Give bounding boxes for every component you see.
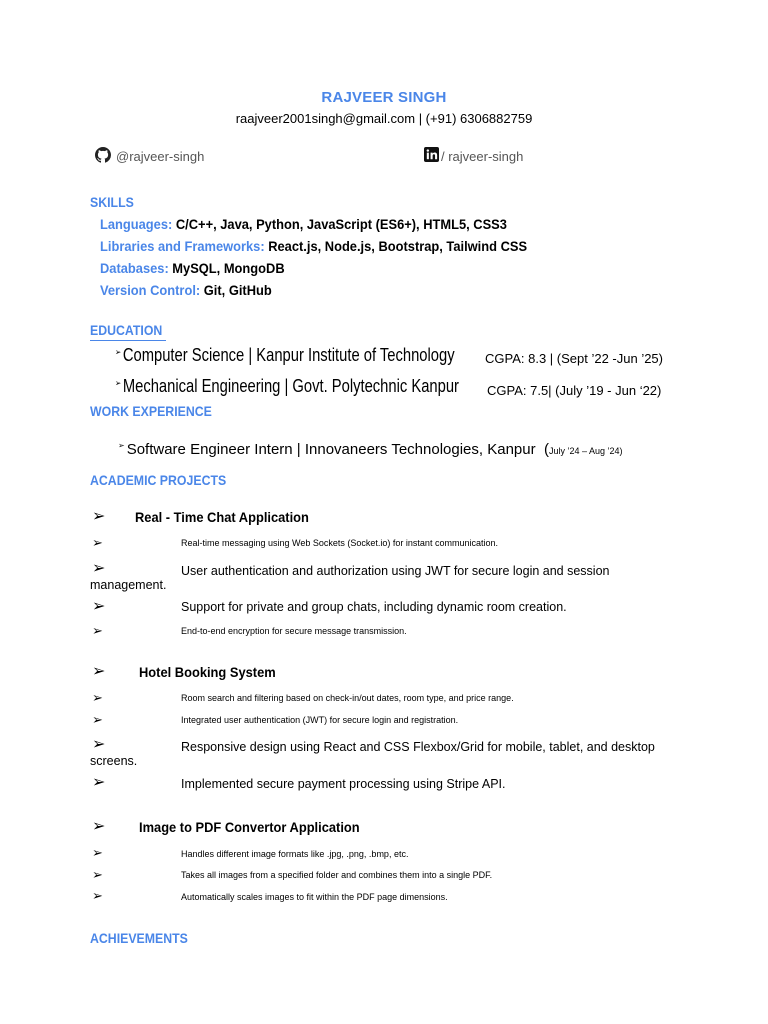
project-item-wrap: management. <box>90 578 167 592</box>
work-item <box>118 441 622 458</box>
skill-languages <box>100 216 507 232</box>
github-handle: @rajveer-singh <box>116 149 205 164</box>
project-title: Image to PDF Convertor Application <box>139 819 360 835</box>
bullet-arrow-icon: ➢ <box>92 774 106 791</box>
bullet-arrow-icon: ➢ <box>92 623 103 638</box>
projects-heading: ACADEMIC PROJECTS <box>90 472 227 488</box>
bullet-arrow-icon: ➢ <box>92 690 103 705</box>
resume-name: RAJVEER SINGH <box>321 89 447 106</box>
bullet-arrow-icon: ➢ <box>118 441 125 450</box>
education-item <box>115 345 455 366</box>
skill-frameworks <box>100 238 527 254</box>
bullet-arrow-icon: ➢ <box>92 508 106 525</box>
skills-heading: SKILLS <box>90 194 134 210</box>
bullet-arrow-icon: ➢ <box>92 845 103 860</box>
linkedin-link[interactable] <box>424 147 523 165</box>
bullet-arrow-icon: ➢ <box>115 378 122 388</box>
project-title: Hotel Booking System <box>139 664 276 680</box>
project-item: Integrated user authentication (JWT) for secure login and registration. <box>181 715 459 725</box>
skill-value: MySQL, MongoDB <box>172 260 285 276</box>
education-heading <box>90 322 162 338</box>
bullet-arrow-icon: ➢ <box>92 598 106 615</box>
bullet-arrow-icon: ➢ <box>92 736 106 753</box>
work-paren: ( <box>543 441 549 458</box>
education-title: Computer Science | Kanpur Institute of Technology <box>122 345 455 365</box>
project-title: Real - Time Chat Application <box>135 509 309 525</box>
bullet-arrow-icon: ➢ <box>92 712 103 727</box>
skill-databases <box>100 260 285 276</box>
work-title: Software Engineer Intern | Innovaneers Technologies, Kanpur <box>126 441 536 458</box>
bullet-arrow-icon: ➢ <box>92 560 106 577</box>
project-item: User authentication and authorization using JWT for secure login and session <box>181 564 610 578</box>
project-item: Support for private and group chats, including dynamic room creation. <box>181 600 567 614</box>
github-icon <box>95 147 111 166</box>
education-title: Mechanical Engineering | Govt. Polytechnic Kanpur <box>122 376 459 396</box>
work-heading: WORK EXPERIENCE <box>90 403 212 419</box>
bullet-arrow-icon: ➢ <box>92 888 103 903</box>
education-item <box>115 376 459 397</box>
achievements-heading: ACHIEVEMENTS <box>90 930 188 946</box>
linkedin-icon <box>424 147 439 165</box>
project-item: Room search and filtering based on check-in/out dates, room type, and price range. <box>181 693 514 703</box>
linkedin-handle: / rajveer-singh <box>441 148 524 164</box>
skill-version-control <box>100 282 272 298</box>
skill-value: React.js, Node.js, Bootstrap, Tailwind CSS <box>268 238 528 254</box>
project-item: Automatically scales images to fit within the PDF page dimensions. <box>181 892 448 902</box>
skill-key: Version Control: <box>100 282 201 298</box>
skill-key: Libraries and Frameworks: <box>100 238 265 254</box>
project-item: Responsive design using React and CSS Flexbox/Grid for mobile, tablet, and desktop <box>181 740 655 754</box>
project-item: End-to-end encryption for secure message transmission. <box>181 626 407 636</box>
project-item: Real-time messaging using Web Sockets (Socket.io) for instant communication. <box>181 538 498 548</box>
bullet-arrow-icon: ➢ <box>92 867 103 882</box>
education-heading-text: EDUCATION <box>90 322 163 338</box>
education-cgpa: CGPA: 8.3 | (Sept ’22 -Jun ’25) <box>485 351 663 366</box>
github-link[interactable] <box>95 147 204 166</box>
skill-value: Git, GitHub <box>203 282 272 298</box>
project-item: Takes all images from a specified folder and combines them into a single PDF. <box>181 870 493 880</box>
bullet-arrow-icon: ➢ <box>92 663 106 680</box>
project-item: Implemented secure payment processing using Stripe API. <box>181 777 506 791</box>
project-item-wrap: screens. <box>90 754 138 768</box>
bullet-arrow-icon: ➢ <box>92 535 103 550</box>
education-underline <box>90 340 166 341</box>
bullet-arrow-icon: ➢ <box>92 818 106 835</box>
project-item: Handles different image formats like .jpg, .png, .bmp, etc. <box>181 849 409 859</box>
work-dates: July ’24 – Aug ’24) <box>548 446 623 456</box>
bullet-arrow-icon: ➢ <box>115 347 122 357</box>
contact-line: raajveer2001singh@gmail.com | (+91) 6306882759 <box>235 111 533 126</box>
skill-key: Databases: <box>100 260 169 276</box>
education-cgpa: CGPA: 7.5| (July ’19 - Jun ‘22) <box>487 383 662 398</box>
skill-key: Languages: <box>100 216 173 232</box>
skill-value: C/C++, Java, Python, JavaScript (ES6+), HTML5, CSS3 <box>175 216 507 232</box>
